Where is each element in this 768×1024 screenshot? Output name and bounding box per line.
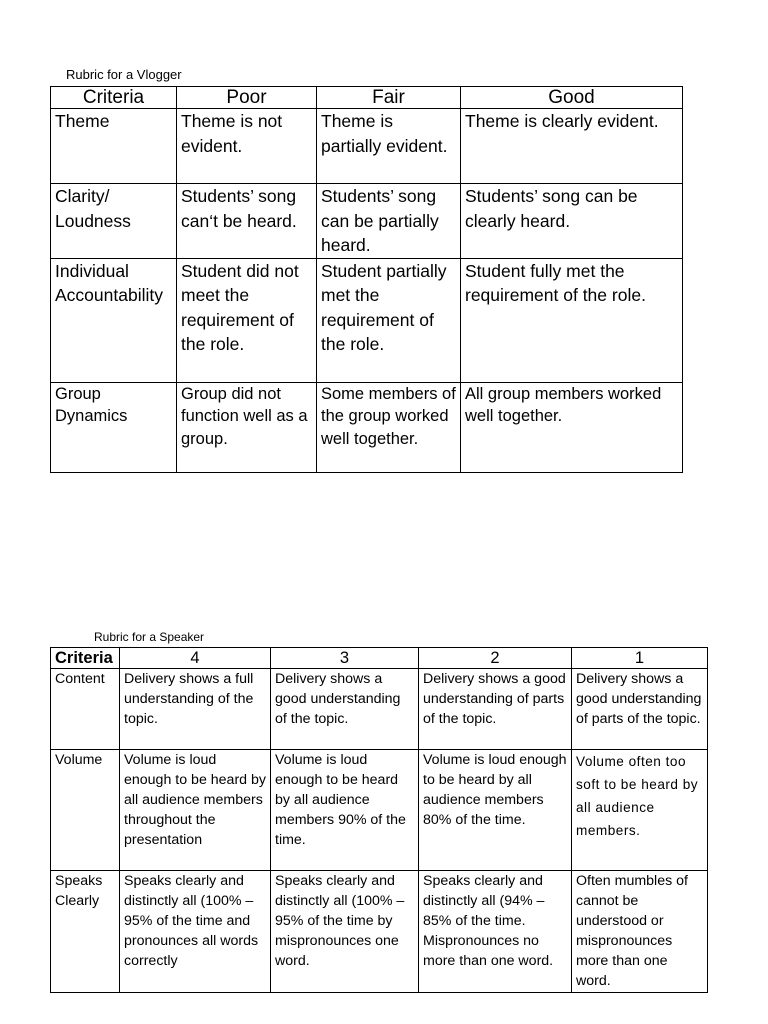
criteria-cell: Volume (51, 750, 120, 871)
score-4-cell: Volume is loud enough to be heard by all audience members throughout the presentation (120, 750, 271, 871)
good-cell: Theme is clearly evident. (461, 109, 683, 184)
column-header-score-3: 3 (271, 648, 419, 669)
score-2-cell: Volume is loud enough to be heard by all audience members 80% of the time. (419, 750, 572, 871)
poor-cell: Student did not meet the requirement of the role. (177, 258, 317, 382)
score-3-cell: Speaks clearly and distinctly all (100% – 95% of the time by mispronounces one word. (271, 871, 419, 993)
vlogger-rubric-caption: Rubric for a Vlogger (66, 67, 182, 82)
score-1-cell: Often mumbles of cannot be understood or mispronounces more than one word. (572, 871, 708, 993)
good-cell: Students’ song can be clearly heard. (461, 184, 683, 259)
criteria-cell: Clarity/ Loudness (51, 184, 177, 259)
poor-cell: Students’ song can‘t be heard. (177, 184, 317, 259)
column-header-criteria: Criteria (51, 648, 120, 669)
good-cell: All group members worked well together. (461, 382, 683, 472)
table-row (51, 871, 708, 993)
table-row (51, 184, 683, 259)
fair-cell: Students’ song can be partially heard. (317, 184, 461, 259)
column-header-score-2: 2 (419, 648, 572, 669)
column-header-score-4: 4 (120, 648, 271, 669)
score-1-cell: Delivery shows a good understanding of parts of the topic. (572, 669, 708, 750)
table-row (51, 109, 683, 184)
table-row (51, 669, 708, 750)
column-header-criteria: Criteria (51, 87, 177, 109)
column-header-score-1: 1 (572, 648, 708, 669)
score-4-cell: Delivery shows a full understanding of the topic. (120, 669, 271, 750)
criteria-cell: Speaks Clearly (51, 871, 120, 993)
criteria-cell: Group Dynamics (51, 382, 177, 472)
score-3-cell: Volume is loud enough to be heard by all audience members 90% of the time. (271, 750, 419, 871)
criteria-cell: Individual Accountability (51, 258, 177, 382)
table-row (51, 382, 683, 472)
speaker-rubric-table (50, 647, 708, 993)
poor-cell: Theme is not evident. (177, 109, 317, 184)
fair-cell: Some members of the group worked well together. (317, 382, 461, 472)
fair-cell: Student partially met the requirement of the role. (317, 258, 461, 382)
score-2-cell: Speaks clearly and distinctly all (94% – 85% of the time. Mispronounces no more than one word. (419, 871, 572, 993)
fair-cell: Theme is partially evident. (317, 109, 461, 184)
criteria-cell: Content (51, 669, 120, 750)
poor-cell: Group did not function well as a group. (177, 382, 317, 472)
speaker-rubric-caption: Rubric for a Speaker (94, 630, 205, 644)
column-header-good: Good (461, 87, 683, 109)
table-header-row (51, 87, 683, 109)
table-row (51, 750, 708, 871)
table-header-row (51, 648, 708, 669)
score-3-cell: Delivery shows a good understanding of the topic. (271, 669, 419, 750)
score-2-cell: Delivery shows a good understanding of parts of the topic. (419, 669, 572, 750)
good-cell: Student fully met the requirement of the role. (461, 258, 683, 382)
column-header-fair: Fair (317, 87, 461, 109)
criteria-cell: Theme (51, 109, 177, 184)
vlogger-rubric-table (50, 86, 683, 473)
score-1-cell: Volume often too soft to be heard by all audience members. (572, 750, 708, 871)
score-4-cell: Speaks clearly and distinctly all (100% – 95% of the time and pronounces all words correctly (120, 871, 271, 993)
column-header-poor: Poor (177, 87, 317, 109)
table-row (51, 258, 683, 382)
